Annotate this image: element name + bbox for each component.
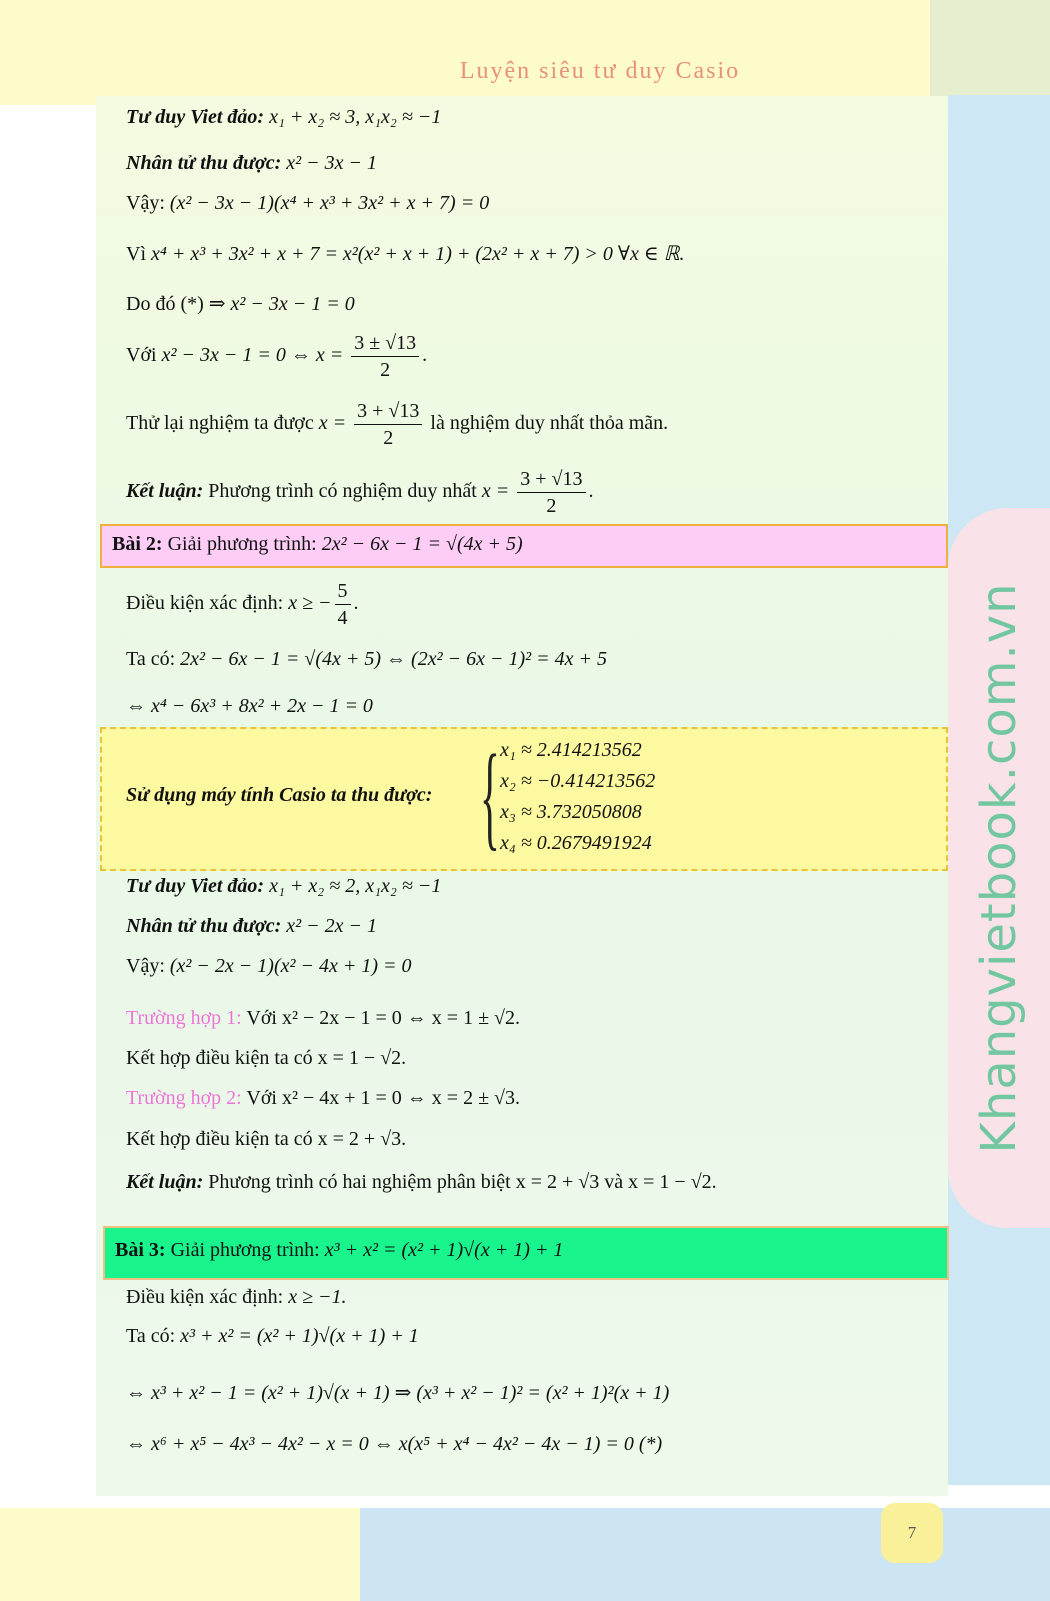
watermark: Khangvietbook.com.vn [971,582,1027,1154]
running-header [0,58,1050,85]
vi-line: Vì x⁴ + x³ + 3x² + x + 7 = x²(x² + x + 1) + (2x² + x + 7) > 0 ∀x ∈ ℝ. [126,243,685,265]
ketluan-line-2: Kết luận: Phương trình có hai nghiệm phân biệt x = 2 + √3 và x = 1 − √2. [126,1171,717,1193]
bai3-title: Bài 3: Giải phương trình: x³ + x² = (x² + 1)√(x + 1) + 1 [115,1239,564,1261]
voi-line: Với x² − 3x − 1 = 0 ⇔ x = $\frac{3 \pm √13}{2}$ . [126,332,428,381]
bai3-dk-line: Điều kiện xác định: x ≥ −1. [126,1286,347,1308]
bai2-dk-line: Điều kiện xác định: x ≥ − $\frac{5}{4}$ . [126,580,359,629]
casio-roots [500,735,655,859]
vay-line-2: Vậy: (x² − 2x − 1)(x² − 4x + 1) = 0 [126,955,412,977]
case2-line: Trường hợp 2: Với x² − 4x + 1 = 0 ⇔ x = 2 ± √3. [126,1087,521,1109]
bai2-title-box [100,524,948,568]
casio-label: Sử dụng máy tính Casio ta thu được: [126,784,433,806]
kethop1-line: Kết hợp điều kiện ta có x = 1 − √2. [126,1047,407,1069]
case1-label: Trường hợp 1: [126,1007,242,1029]
kethop2-line: Kết hợp điều kiện ta có x = 2 + √3. [126,1128,407,1150]
brace-icon: { [480,730,500,861]
bai2-step2-line: ⇔ x⁴ − 6x³ + 8x² + 2x − 1 = 0 [126,695,373,717]
bai2-taco-line: Ta có: 2x² − 6x − 1 = √(4x + 5) ⇔ (2x² − 6x − 1)² = 4x + 5 [126,648,607,670]
bai2-title: Bài 2: Giải phương trình: 2x² − 6x − 1 = √(4x + 5) [112,533,523,555]
viet-line-1: Tư duy Viet đảo: x₁ + x₂ ≈ 3, x₁x₂ ≈ −1 [126,106,442,128]
root-item: x₁ ≈ 2.414213562 [500,739,642,761]
ketluan-line-1: Kết luận: Phương trình có nghiệm duy nhất x = $\frac{3 + √13}{2}$ . [126,468,594,517]
bai3-taco-line: Ta có: x³ + x² = (x² + 1)√(x + 1) + 1 [126,1325,419,1347]
factor-line-2: Nhân tử thu được: x² − 2x − 1 [126,915,378,937]
case2-label: Trường hợp 2: [126,1087,242,1109]
page-number: 7 [881,1503,943,1563]
root-item: x₄ ≈ 0.2679491924 [500,832,652,854]
root-item: x₂ ≈ −0.414213562 [500,770,656,792]
factor-line-1: Nhân tử thu được: x² − 3x − 1 [126,152,378,174]
top-band [0,0,1050,105]
fraction: $\frac{3 + √13}{2}$ [517,466,585,519]
vay-line-1: Vậy: (x² − 3x − 1)(x⁴ + x³ + 3x² + x + 7) = 0 [126,192,490,214]
bai3-title-box [103,1226,949,1280]
thulai-line: Thử lại nghiệm ta được x = $\frac{3 + √13}{2}$ là nghiệm duy nhất thỏa mãn. [126,400,669,449]
dodo-line: Do đó (*) ⇒ x² − 3x − 1 = 0 [126,293,355,315]
bottom-left-band [0,1508,360,1601]
top-right-corner [930,0,1050,110]
fraction: $\frac{5}{4}$ [335,578,351,631]
fraction: $\frac{3 + √13}{2}$ [354,398,422,451]
viet-line-2: Tư duy Viet đảo: x₁ + x₂ ≈ 2, x₁x₂ ≈ −1 [126,875,442,897]
case1-line: Trường hợp 1: Với x² − 2x − 1 = 0 ⇔ x = 1 ± √2. [126,1007,521,1029]
header-title: Luyện siêu tư duy Casio [459,58,741,84]
bai3-step3-line: ⇔ x⁶ + x⁵ − 4x³ − 4x² − x = 0 ⇔ x(x⁵ + x⁴ − 4x² − 4x − 1) = 0 (*) [126,1433,663,1455]
bai3-step2-line: ⇔ x³ + x² − 1 = (x² + 1)√(x + 1) ⇒ (x³ + x² − 1)² = (x² + 1)²(x + 1) [126,1382,670,1404]
root-item: x₃ ≈ 3.732050808 [500,801,642,823]
fraction: $\frac{3 \pm √13}{2}$ [351,330,419,383]
casio-box [100,727,948,871]
